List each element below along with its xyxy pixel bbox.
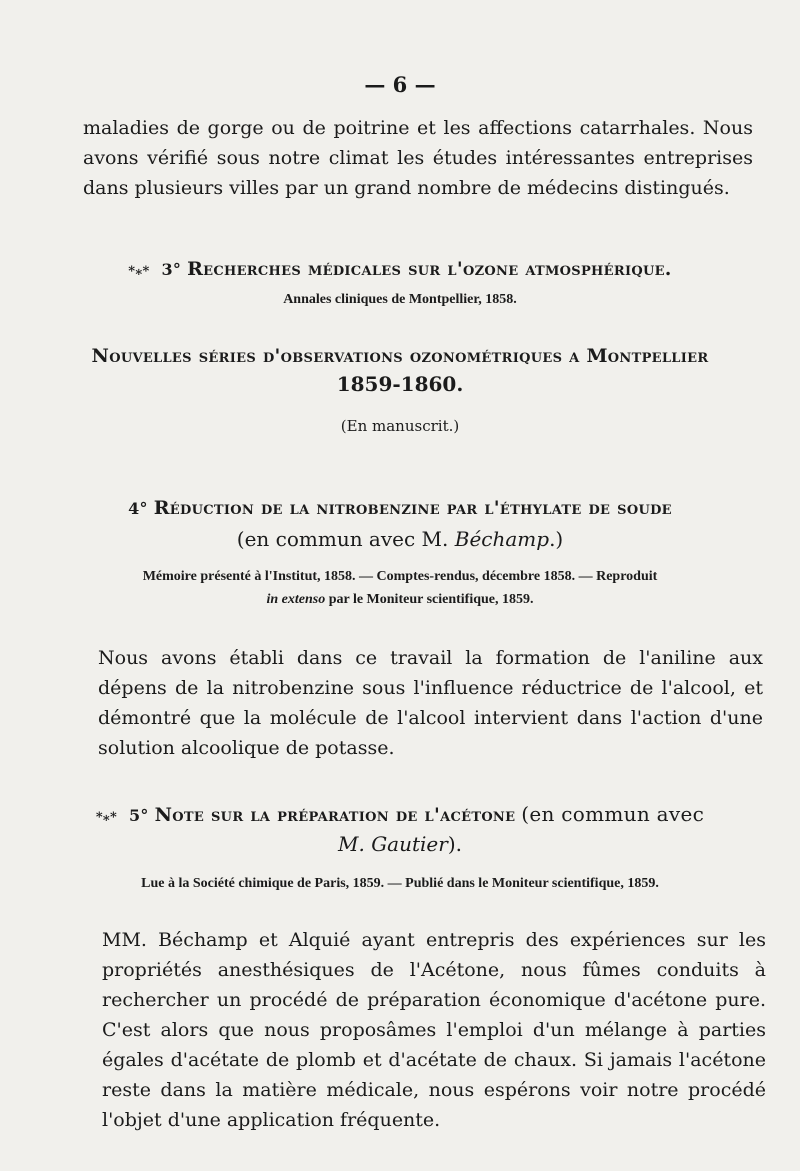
asterism-icon: *⁎*: [128, 264, 150, 279]
intro-paragraph: maladies de gorge ou de poitrine et les affections catarrhales. Nous avons vérifié sous notre climat les études intéressantes entreprises dans plusieurs villes par un grand nombre de médecins distingués.: [83, 117, 753, 199]
section-5-number: 5°: [129, 806, 149, 825]
section-5-title: Note sur la préparation de l'acétone: [154, 804, 516, 826]
series-years: 1859-1860.: [336, 372, 464, 396]
section-3-title: Recherches médicales sur l'ozone atmosphérique.: [187, 258, 672, 280]
section-4-collab-name: Béchamp: [454, 527, 550, 551]
page-number: — 6 —: [364, 72, 436, 97]
series-title: Nouvelles séries d'observations ozonométriques a Montpellier: [91, 345, 709, 367]
section-5-body: MM. Béchamp et Alquié ayant entrepris des expériences sur les propriétés anesthésiques de l'Acétone, nous fûmes conduits à rechercher un procédé de préparation économique d'acétone pure. C'est alors que nous proposâmes l'emploi d'un mélange à parties égales d'acétate de plomb et d'acétate de chaux. Si jamais l'acétone reste dans la matière médicale, nous espérons voir notre procédé l'objet d'une application fréquente.: [102, 929, 766, 1131]
section-4-collab-prefix: (en commun avec M.: [236, 527, 449, 551]
asterism-icon: *⁎*: [95, 810, 118, 825]
section-5-collab-suffix: ).: [447, 832, 462, 856]
section-3-heading: [0, 258, 800, 280]
section-4-heading: [0, 497, 800, 519]
section-4-collaboration: [0, 527, 800, 551]
section-4-meta-line-1: Mémoire présenté à l'Institut, 1858. — Comptes-rendus, décembre 1858. — Reproduit: [142, 569, 658, 584]
section-4-meta-italic: in extenso: [266, 592, 326, 607]
section-4-collab-suffix: .): [549, 527, 564, 551]
series-note: (En manuscrit.): [340, 417, 460, 435]
show-through-decoration: [90, 215, 770, 351]
section-4-meta-rest: par le Moniteur scientifique, 1859.: [328, 592, 534, 607]
section-5-heading: [0, 802, 800, 826]
section-4-meta-line-2: [0, 592, 800, 608]
section-3-source: Annales cliniques de Montpellier, 1858.: [283, 292, 517, 307]
series-heading: [0, 345, 800, 367]
section-5-collab-name: M. Gautier: [338, 832, 448, 856]
section-3-number: 3°: [161, 260, 182, 279]
section-5-meta: Lue à la Société chimique de Paris, 1859. — Publié dans le Moniteur scientifique, 1859.: [141, 876, 659, 891]
section-5-collaboration: [0, 832, 800, 856]
section-4-body: Nous avons établi dans ce travail la formation de l'aniline aux dépens de la nitrobenzine sous l'influence réductrice de l'alcool, et démontré que la molécule de l'alcool intervient dans l'action d'une solution alcoolique de potasse.: [98, 647, 763, 759]
section-5-collab-prefix: (en commun avec: [521, 802, 705, 826]
section-4-title: Réduction de la nitrobenzine par l'éthylate de soude: [153, 497, 672, 519]
section-4-number: 4°: [128, 499, 148, 518]
